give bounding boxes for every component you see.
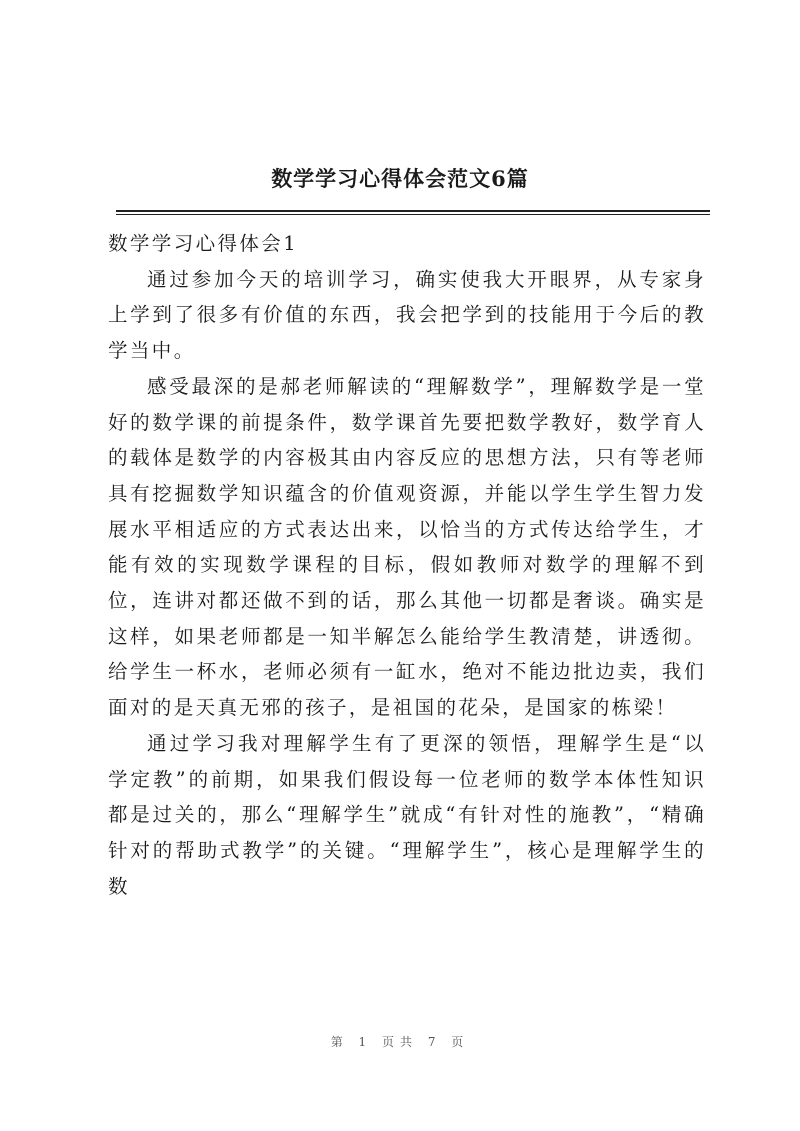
section-heading: 数学学习心得体会1: [108, 232, 299, 255]
document-title: 数学学习心得体会范文6篇: [271, 166, 529, 191]
paragraph: 通过学习我对理解学生有了更深的领悟，理解学生是“以学定教”的前期，如果我们假设每一位老师的数学本体性知识都是过关的，那么“理解学生”就成“有针对性的施教”，“精确针对的帮助式教学”的关键。“理解学生”，核心是理解学生的数: [108, 731, 706, 898]
paragraph: 通过参加今天的培训学习，确实使我大开眼界，从专家身上学到了很多有价值的东西，我会把学到的技能用于今后的教学当中。: [108, 267, 706, 363]
document-body: [108, 226, 706, 904]
title-divider: [116, 210, 710, 215]
paragraph: 感受最深的是郝老师解读的“理解数学”，理解数学是一堂好的数学课的前提条件，数学课首先要把数学教好，数学育人的载体是数学的内容极其由内容反应的思想方法，只有等老师具有挖掘数学知识蕴含的价值观资源，并能以学生学生智力发展水平相适应的方式表达出来，以恰当的方式传达给学生，才能有效的实现数学课程的目标，假如教师对数学的理解不到位，连讲对都还做不到的话，那么其他一切都是奢谈。确实是这样，如果老师都是一知半解怎么能给学生教清楚，讲透彻。给学生一杯水，老师必须有一缸水，绝对不能边批边卖，我们面对的是天真无邪的孩子，是祖国的花朵，是国家的栋梁！: [108, 374, 706, 720]
page-footer: 第 1 页共 7 页: [330, 1035, 470, 1049]
